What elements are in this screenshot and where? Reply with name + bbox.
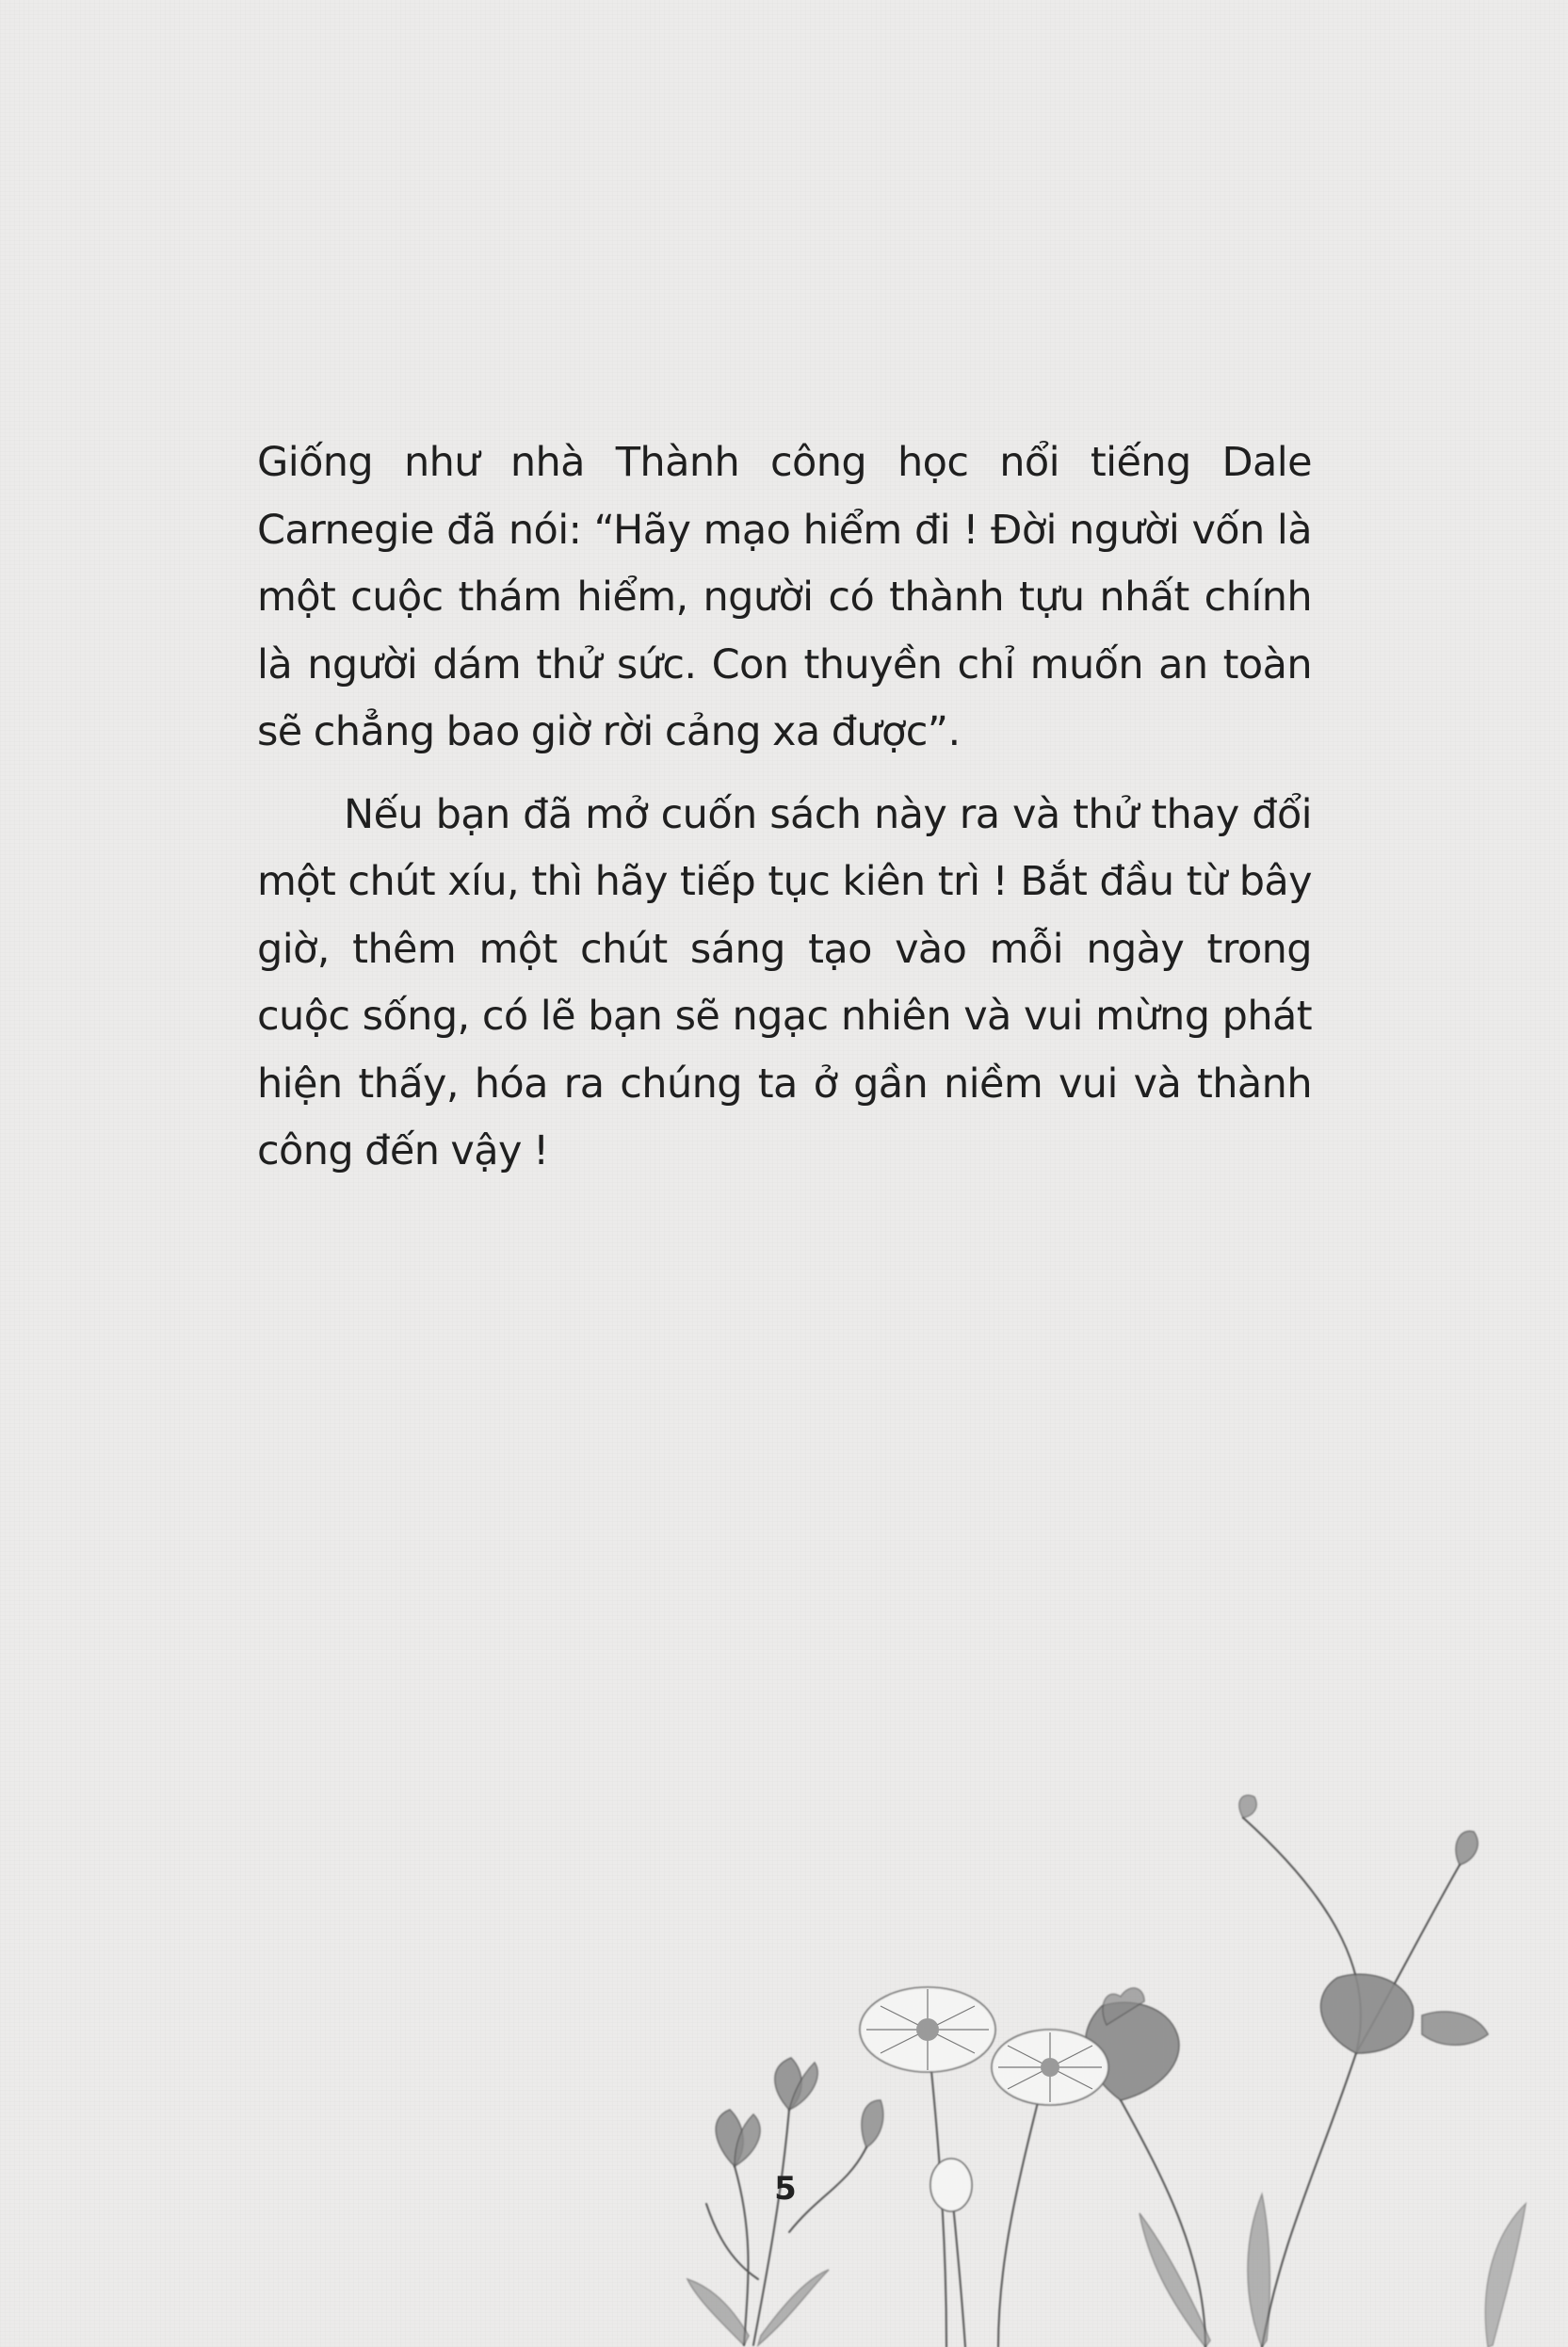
paragraph-carnegie-quote: Giống như nhà Thành công học nổi tiếng Dale Carnegie đã nói: “Hãy mạo hiểm đi ! Đời người vốn là một cuộc thám hiểm, người có thành tựu nhất chính là người dám thử sức. Con thuyền chỉ muốn an toàn sẽ chẳng bao giờ rời cảng xa được”. [257,439,1312,755]
paragraph-encouragement: Nếu bạn đã mở cuốn sách này ra và thử thay đổi một chút xíu, thì hãy tiếp tục kiên trì ! Bắt đầu từ bây giờ, thêm một chút sáng tạo vào mỗi ngày trong cuộc sống, có lẽ bạn sẽ ngạc nhiên và vui mừng phát hiện thấy, hóa ra chúng ta ở gần niềm vui và thành công đến vậy ! [257,790,1312,1174]
page-number: 5 [774,2170,797,2208]
body-text [257,429,1312,1186]
flower-illustration-icon [678,1789,1568,2347]
